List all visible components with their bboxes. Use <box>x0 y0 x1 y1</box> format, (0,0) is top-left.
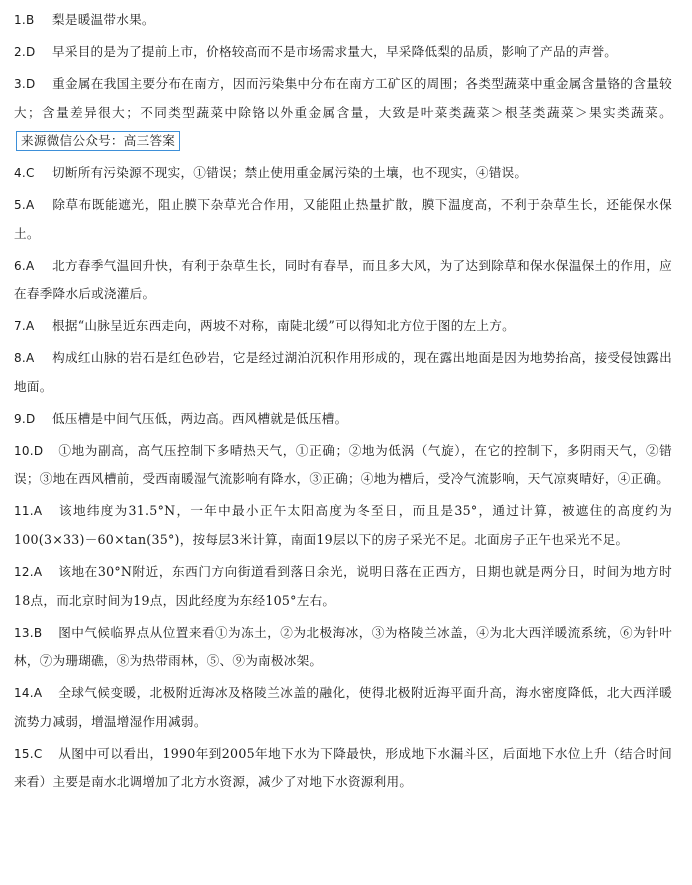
answer-item-11 <box>14 497 672 554</box>
answer-explanation: 根据“山脉呈近东西走向，两坡不对称，南陡北缓”可以得知北方位于图的左上方。 <box>52 318 515 334</box>
answer-number: 1.B <box>14 13 35 27</box>
answer-item-12 <box>14 558 672 615</box>
answer-explanation: ①地为副高，高气压控制下多晴热天气，①正确；②地为低涡（气旋），在它的控制下，多阴雨天气，②错误；③地在西风槽前，受西南暖湿气流影响有降水，③正确；④地为槽后，受冷气流影响，天气凉爽晴好，④正确。 <box>14 442 672 487</box>
answer-item-13 <box>14 619 672 676</box>
answer-explanation: 早采目的是为了提前上市，价格较高而不是市场需求量大，早采降低梨的品质，影响了产品的声誉。 <box>52 43 618 59</box>
answer-item-10 <box>14 437 672 494</box>
answer-item-9 <box>14 405 672 434</box>
answer-item-6 <box>14 252 672 309</box>
answer-item-1 <box>14 6 672 35</box>
answer-explanation: 梨是暖温带水果。 <box>52 12 155 27</box>
answer-item-4 <box>14 159 672 188</box>
answer-item-7 <box>14 312 672 341</box>
answer-number: 11.A <box>14 504 43 519</box>
answer-item-15 <box>14 740 672 797</box>
answer-number: 10.D <box>14 443 44 458</box>
answer-number: 9.D <box>14 411 36 426</box>
answer-number: 6.A <box>14 258 35 273</box>
answer-explanation: 除草布既能遮光，阻止膜下杂草光合作用，又能阻止热量扩散，膜下温度高，不利于杂草生长，还能保水保土。 <box>14 197 672 241</box>
answer-explanation: 重金属在我国主要分布在南方，因而污染集中分布在南方工矿区的周围；各类型蔬菜中重金属含量铬的含量较大；含量差异很大；不同类型蔬菜中除铬以外重金属含量，大致是叶菜类蔬菜＞根茎类蔬菜＞果实类蔬菜。 <box>14 75 672 120</box>
answer-explanation: 从图中可以看出，1990年到2005年地下水为下降最快，形成地下水漏斗区，后面地下水位上升（结合时间来看）主要是南水北调增加了北方水资源，减少了对地下水资源利用。 <box>14 745 672 790</box>
answer-item-8 <box>14 344 672 401</box>
answer-explanation: 切断所有污染源不现实，①错误；禁止使用重金属污染的土壤，也不现实，④错误。 <box>52 165 528 181</box>
answer-number: 8.A <box>14 351 35 366</box>
answer-explanation: 构成红山脉的岩石是红色砂岩，它是经过湖泊沉积作用形成的，现在露出地面是因为地势抬高，接受侵蚀露出地面。 <box>14 350 672 394</box>
answer-number: 12.A <box>14 564 43 579</box>
answer-number: 2.D <box>14 44 36 59</box>
answer-explanation: 北方春季气温回升快，有利于杂草生长，同时有春旱，而且多大风，为了达到除草和保水保温保土的作用，应在春季降水后或浇灌后。 <box>14 257 672 302</box>
answer-explanation: 该地在30°N附近，东西门方向街道看到落日余光，说明日落在正西方，日期也就是两分日，时间为地方时18点，而北京时间为19点，因此经度为东经105°左右。 <box>14 563 672 608</box>
answer-number: 14.A <box>14 686 43 701</box>
answer-number: 7.A <box>14 319 35 334</box>
answer-item-3 <box>14 70 672 156</box>
answer-number: 3.D <box>14 76 36 91</box>
answer-item-2 <box>14 38 672 67</box>
answer-explanation: 全球气候变暖，北极附近海冰及格陵兰冰盖的融化，使得北极附近海平面升高，海水密度降低，北大西洋暖流势力减弱，增温增湿作用减弱。 <box>14 685 672 729</box>
answer-explanation: 图中气候临界点从位置来看①为冻土，②为北极海冰，③为格陵兰冰盖，④为北大西洋暖流系统，⑥为针叶林，⑦为珊瑚礁，⑧为热带雨林，⑤、⑨为南极冰架。 <box>14 624 672 669</box>
answer-explanation: 低压槽是中间气压低，两边高。西风槽就是低压槽。 <box>52 410 348 426</box>
answer-number: 4.C <box>14 166 35 181</box>
answer-number: 13.B <box>14 625 43 640</box>
source-watermark-box: 来源微信公众号：高三答案 <box>16 131 180 151</box>
answer-item-5 <box>14 191 672 248</box>
answer-number: 15.C <box>14 746 43 761</box>
answer-number: 5.A <box>14 198 35 213</box>
answer-explanation: 该地纬度为31.5°N，一年中最小正午太阳高度为冬至日，而且是35°，通过计算，被遮住的高度约为100(3×33)－60×tan(35°)，按每层3米计算，南面19层以下的房子采光不足。北面房子正午也采光不足。 <box>14 503 672 547</box>
answer-item-14 <box>14 679 672 736</box>
